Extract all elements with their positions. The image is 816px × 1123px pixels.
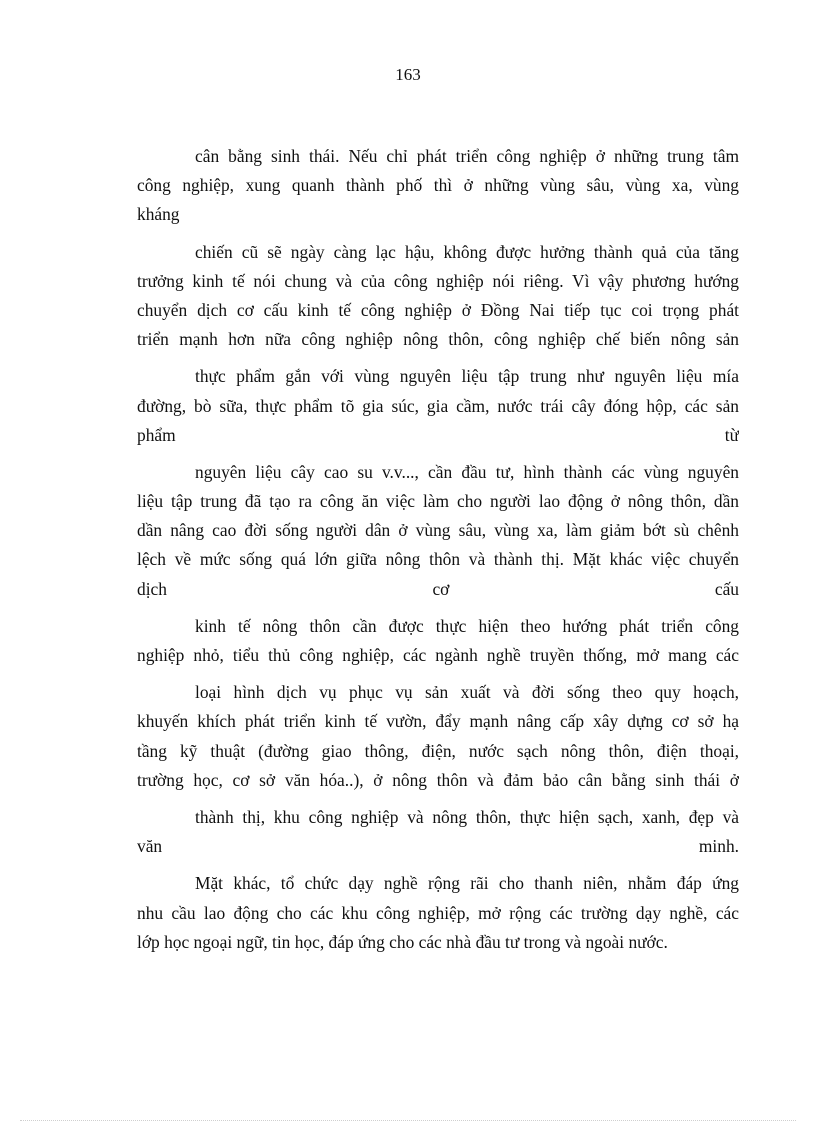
text-line: liệu tập trung đã tạo ra công ăn việc làm cho người lao động ở nông thôn, dần: [137, 491, 739, 512]
text-line: công nghiệp, xung quanh thành phố thì ở những vùng sâu, vùng xa, vùng: [137, 175, 739, 196]
text-line: chiến cũ sẽ ngày càng lạc hậu, không được hưởng thành quả của tăng: [195, 241, 739, 262]
text-line: đường, bò sữa, thực phẩm tõ gia súc, gia cầm, nước trái cây đóng hộp, các sản: [137, 395, 739, 416]
text-line: nhu cầu lao động cho các khu công nghiệp, mở rộng các trường dạy nghề, các: [137, 902, 739, 923]
text-line: kháng: [137, 204, 180, 225]
text-line: loại hình dịch vụ phục vụ sản xuất và đời sống theo quy hoạch,: [195, 682, 739, 703]
text-line: cân bằng sinh thái. Nếu chỉ phát triển công nghiệp ở những trung tâm: [195, 146, 739, 166]
text-line: chuyển dịch cơ cấu kinh tế công nghiệp ở Đồng Nai tiếp tục coi trọng phát: [137, 299, 739, 320]
text-line: lớp học ngoại ngữ, tin học, đáp ứng cho các nhà đầu tư trong và ngoài nước.: [137, 931, 668, 952]
text-line: khuyến khích phát triển kinh tế vườn, đẩy mạnh nâng cấp xây dựng cơ sở hạ: [137, 711, 739, 732]
body-text: [137, 142, 739, 957]
text-line: thành thị, khu công nghiệp và nông thôn, thực hiện sạch, xanh, đẹp và: [195, 806, 739, 827]
text-line: kinh tế nông thôn cần được thực hiện theo hướng phát triển công: [195, 615, 739, 636]
text-line: dần nâng cao đời sống người dân ở vùng sâu, vùng xa, làm giảm bớt sù chênh: [137, 520, 739, 541]
page-bottom-rule: [20, 1120, 796, 1121]
page-number: 163: [395, 65, 421, 84]
text-line: triển mạnh hơn nữa công nghiệp nông thôn, công nghiệp chế biến nông sản: [137, 329, 739, 350]
text-line: tầng kỹ thuật (đường giao thông, điện, nước sạch nông thôn, điện thoại,: [137, 740, 739, 761]
text-line: dịch cơ cấu: [137, 578, 739, 599]
text-line: Mặt khác, tổ chức dạy nghề rộng rãi cho thanh niên, nhằm đáp ứng: [195, 873, 739, 894]
text-line: thực phẩm gắn với vùng nguyên liệu tập trung như nguyên liệu mía: [195, 366, 739, 387]
text-line: trường học, cơ sở văn hóa..), ở nông thôn và đảm bảo cân bằng sinh thái ở: [137, 769, 739, 790]
text-line: văn minh.: [137, 836, 739, 857]
text-line: trưởng kinh tế nói chung và của công nghiệp nói riêng. Vì vậy phương hướng: [137, 270, 739, 291]
text-line: lệch về mức sống quá lớn giữa nông thôn và thành thị. Mặt khác việc chuyển: [137, 549, 739, 570]
text-line: nguyên liệu cây cao su v.v..., cần đầu tư, hình thành các vùng nguyên: [195, 461, 739, 482]
text-line: nghiệp nhỏ, tiểu thủ công nghiệp, các ngành nghề truyền thống, mở mang các: [137, 645, 739, 665]
text-line: phẩm từ: [137, 424, 739, 445]
